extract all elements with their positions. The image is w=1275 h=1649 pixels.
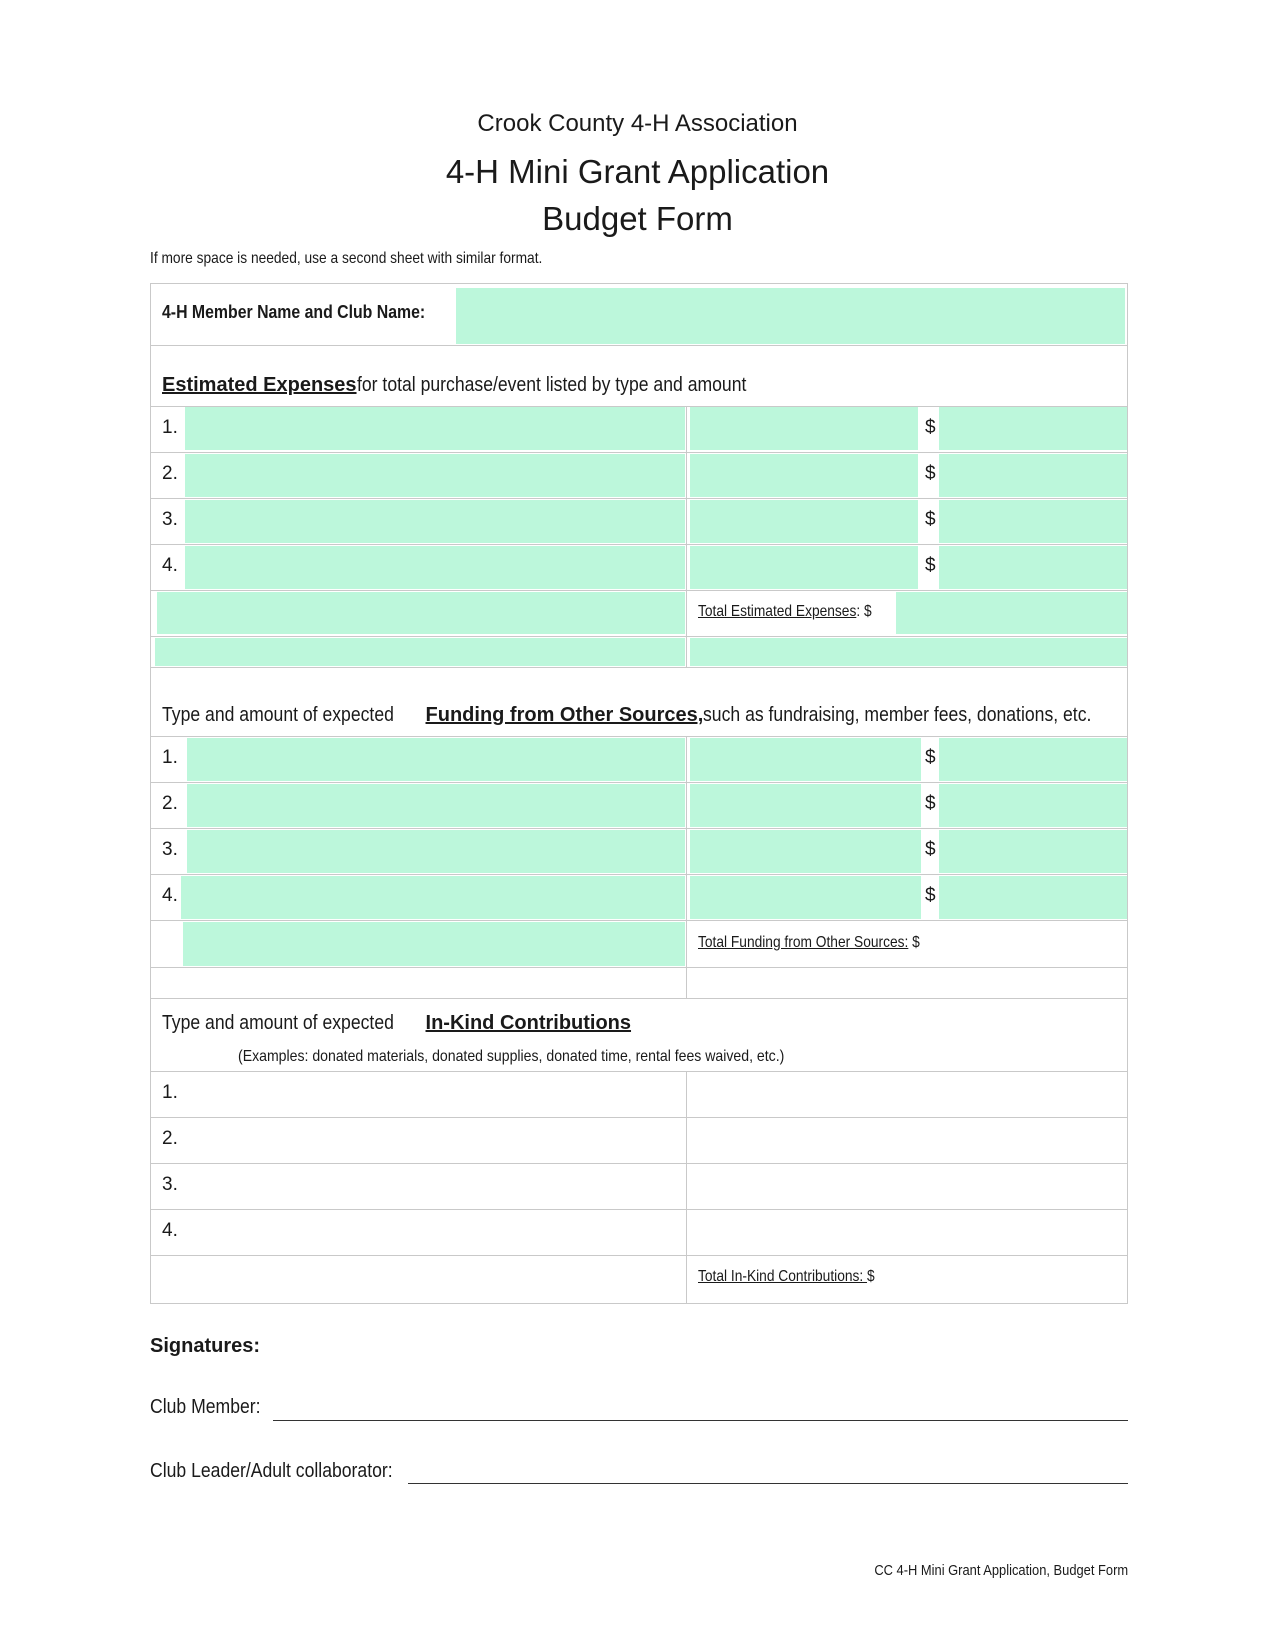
- funding-detail-input[interactable]: [690, 738, 921, 781]
- currency-symbol: $: [925, 839, 936, 860]
- club-leader-signature-label: [150, 1460, 426, 1483]
- expense-type-input[interactable]: [185, 546, 685, 589]
- expense-row-number: 2.: [162, 463, 178, 484]
- funding-type-input[interactable]: [187, 784, 685, 827]
- funding-amount-input[interactable]: [939, 830, 1127, 873]
- club-member-signature-line[interactable]: [273, 1420, 1128, 1421]
- expense-detail-input[interactable]: [690, 546, 918, 589]
- funding-heading-desc: such as fundraising, member fees, donations, etc.: [703, 704, 1092, 726]
- currency-symbol: $: [925, 885, 936, 906]
- total-expenses-currency: : $: [856, 603, 872, 620]
- expenses-heading: [162, 374, 799, 397]
- funding-extra-input[interactable]: [183, 922, 685, 966]
- club-member-signature-label: [150, 1396, 276, 1419]
- funding-type-input[interactable]: [187, 830, 685, 873]
- club-member-label-text: Club Member:: [150, 1396, 261, 1418]
- currency-symbol: $: [925, 793, 936, 814]
- funding-amount-input[interactable]: [939, 876, 1127, 919]
- total-expenses-input[interactable]: [896, 592, 1127, 634]
- total-inkind-text: Total In-Kind Contributions:: [698, 1268, 868, 1285]
- expense-row-number: 3.: [162, 509, 178, 530]
- inkind-row-number: 4.: [162, 1220, 178, 1241]
- funding-heading-pre: Type and amount of expected: [162, 704, 394, 726]
- funding-detail-input[interactable]: [690, 876, 921, 919]
- inkind-row-number: 3.: [162, 1174, 178, 1195]
- currency-symbol: $: [925, 417, 936, 438]
- funding-amount-input[interactable]: [939, 784, 1127, 827]
- currency-symbol: $: [925, 509, 936, 530]
- expense-detail-input[interactable]: [690, 454, 918, 497]
- club-leader-signature-line[interactable]: [408, 1483, 1128, 1484]
- member-name-label: 4-H Member Name and Club Name:: [162, 302, 426, 322]
- inkind-heading-title: In-Kind Contributions: [425, 1012, 632, 1034]
- funding-row-number: 4.: [162, 885, 178, 906]
- blank-input-right[interactable]: [690, 638, 1127, 666]
- funding-type-input[interactable]: [181, 876, 685, 919]
- inkind-heading: [162, 1012, 631, 1035]
- currency-symbol: $: [925, 555, 936, 576]
- blank-input-left[interactable]: [155, 638, 685, 666]
- funding-row-number: 1.: [162, 747, 178, 768]
- budget-form-table: [150, 283, 1128, 1304]
- form-subtitle: Budget Form: [542, 200, 733, 237]
- club-leader-label-text: Club Leader/Adult collaborator:: [150, 1460, 393, 1482]
- inkind-row-number: 1.: [162, 1082, 178, 1103]
- total-inkind-currency: $: [867, 1268, 875, 1285]
- currency-symbol: $: [925, 747, 936, 768]
- page-footer: CC 4-H Mini Grant Application, Budget Form: [874, 1562, 1128, 1579]
- space-note: If more space is needed, use a second sheet with similar format.: [150, 250, 543, 267]
- expense-amount-input[interactable]: [939, 546, 1127, 589]
- expense-amount-input[interactable]: [939, 454, 1127, 497]
- funding-heading-title: Funding from Other Sources,: [425, 704, 704, 726]
- funding-heading: [162, 704, 1145, 727]
- expense-row-number: 1.: [162, 417, 178, 438]
- expense-type-input[interactable]: [185, 407, 685, 450]
- expense-type-input[interactable]: [185, 500, 685, 543]
- total-funding-currency: $: [908, 934, 920, 951]
- inkind-row-number: 2.: [162, 1128, 178, 1149]
- funding-type-input[interactable]: [187, 738, 685, 781]
- expense-detail-input[interactable]: [690, 500, 918, 543]
- expense-row-number: 4.: [162, 555, 178, 576]
- funding-detail-input[interactable]: [690, 830, 921, 873]
- currency-symbol: $: [925, 463, 936, 484]
- expenses-heading-desc: for total purchase/event listed by type and amount: [356, 374, 746, 396]
- total-funding-label: [698, 934, 920, 952]
- expenses-heading-title: Estimated Expenses: [162, 374, 357, 396]
- expense-detail-input[interactable]: [690, 407, 918, 450]
- funding-row-number: 2.: [162, 793, 178, 814]
- inkind-examples: (Examples: donated materials, donated supplies, donated time, rental fees waived, etc.): [238, 1048, 785, 1065]
- total-expenses-text: Total Estimated Expenses: [698, 603, 857, 620]
- inkind-heading-pre: Type and amount of expected: [162, 1012, 394, 1034]
- expense-extra-input[interactable]: [157, 592, 685, 634]
- signatures-heading: Signatures:: [150, 1335, 261, 1357]
- funding-row-number: 3.: [162, 839, 178, 860]
- expense-amount-input[interactable]: [939, 407, 1127, 450]
- expense-type-input[interactable]: [185, 454, 685, 497]
- total-inkind-label: [698, 1268, 875, 1286]
- funding-detail-input[interactable]: [690, 784, 921, 827]
- form-title: 4-H Mini Grant Application: [445, 153, 830, 190]
- organization-name: Crook County 4-H Association: [477, 110, 798, 137]
- total-expenses-label: [698, 603, 872, 621]
- expense-amount-input[interactable]: [939, 500, 1127, 543]
- total-funding-text: Total Funding from Other Sources:: [698, 934, 909, 951]
- funding-amount-input[interactable]: [939, 738, 1127, 781]
- member-name-input[interactable]: [456, 288, 1125, 344]
